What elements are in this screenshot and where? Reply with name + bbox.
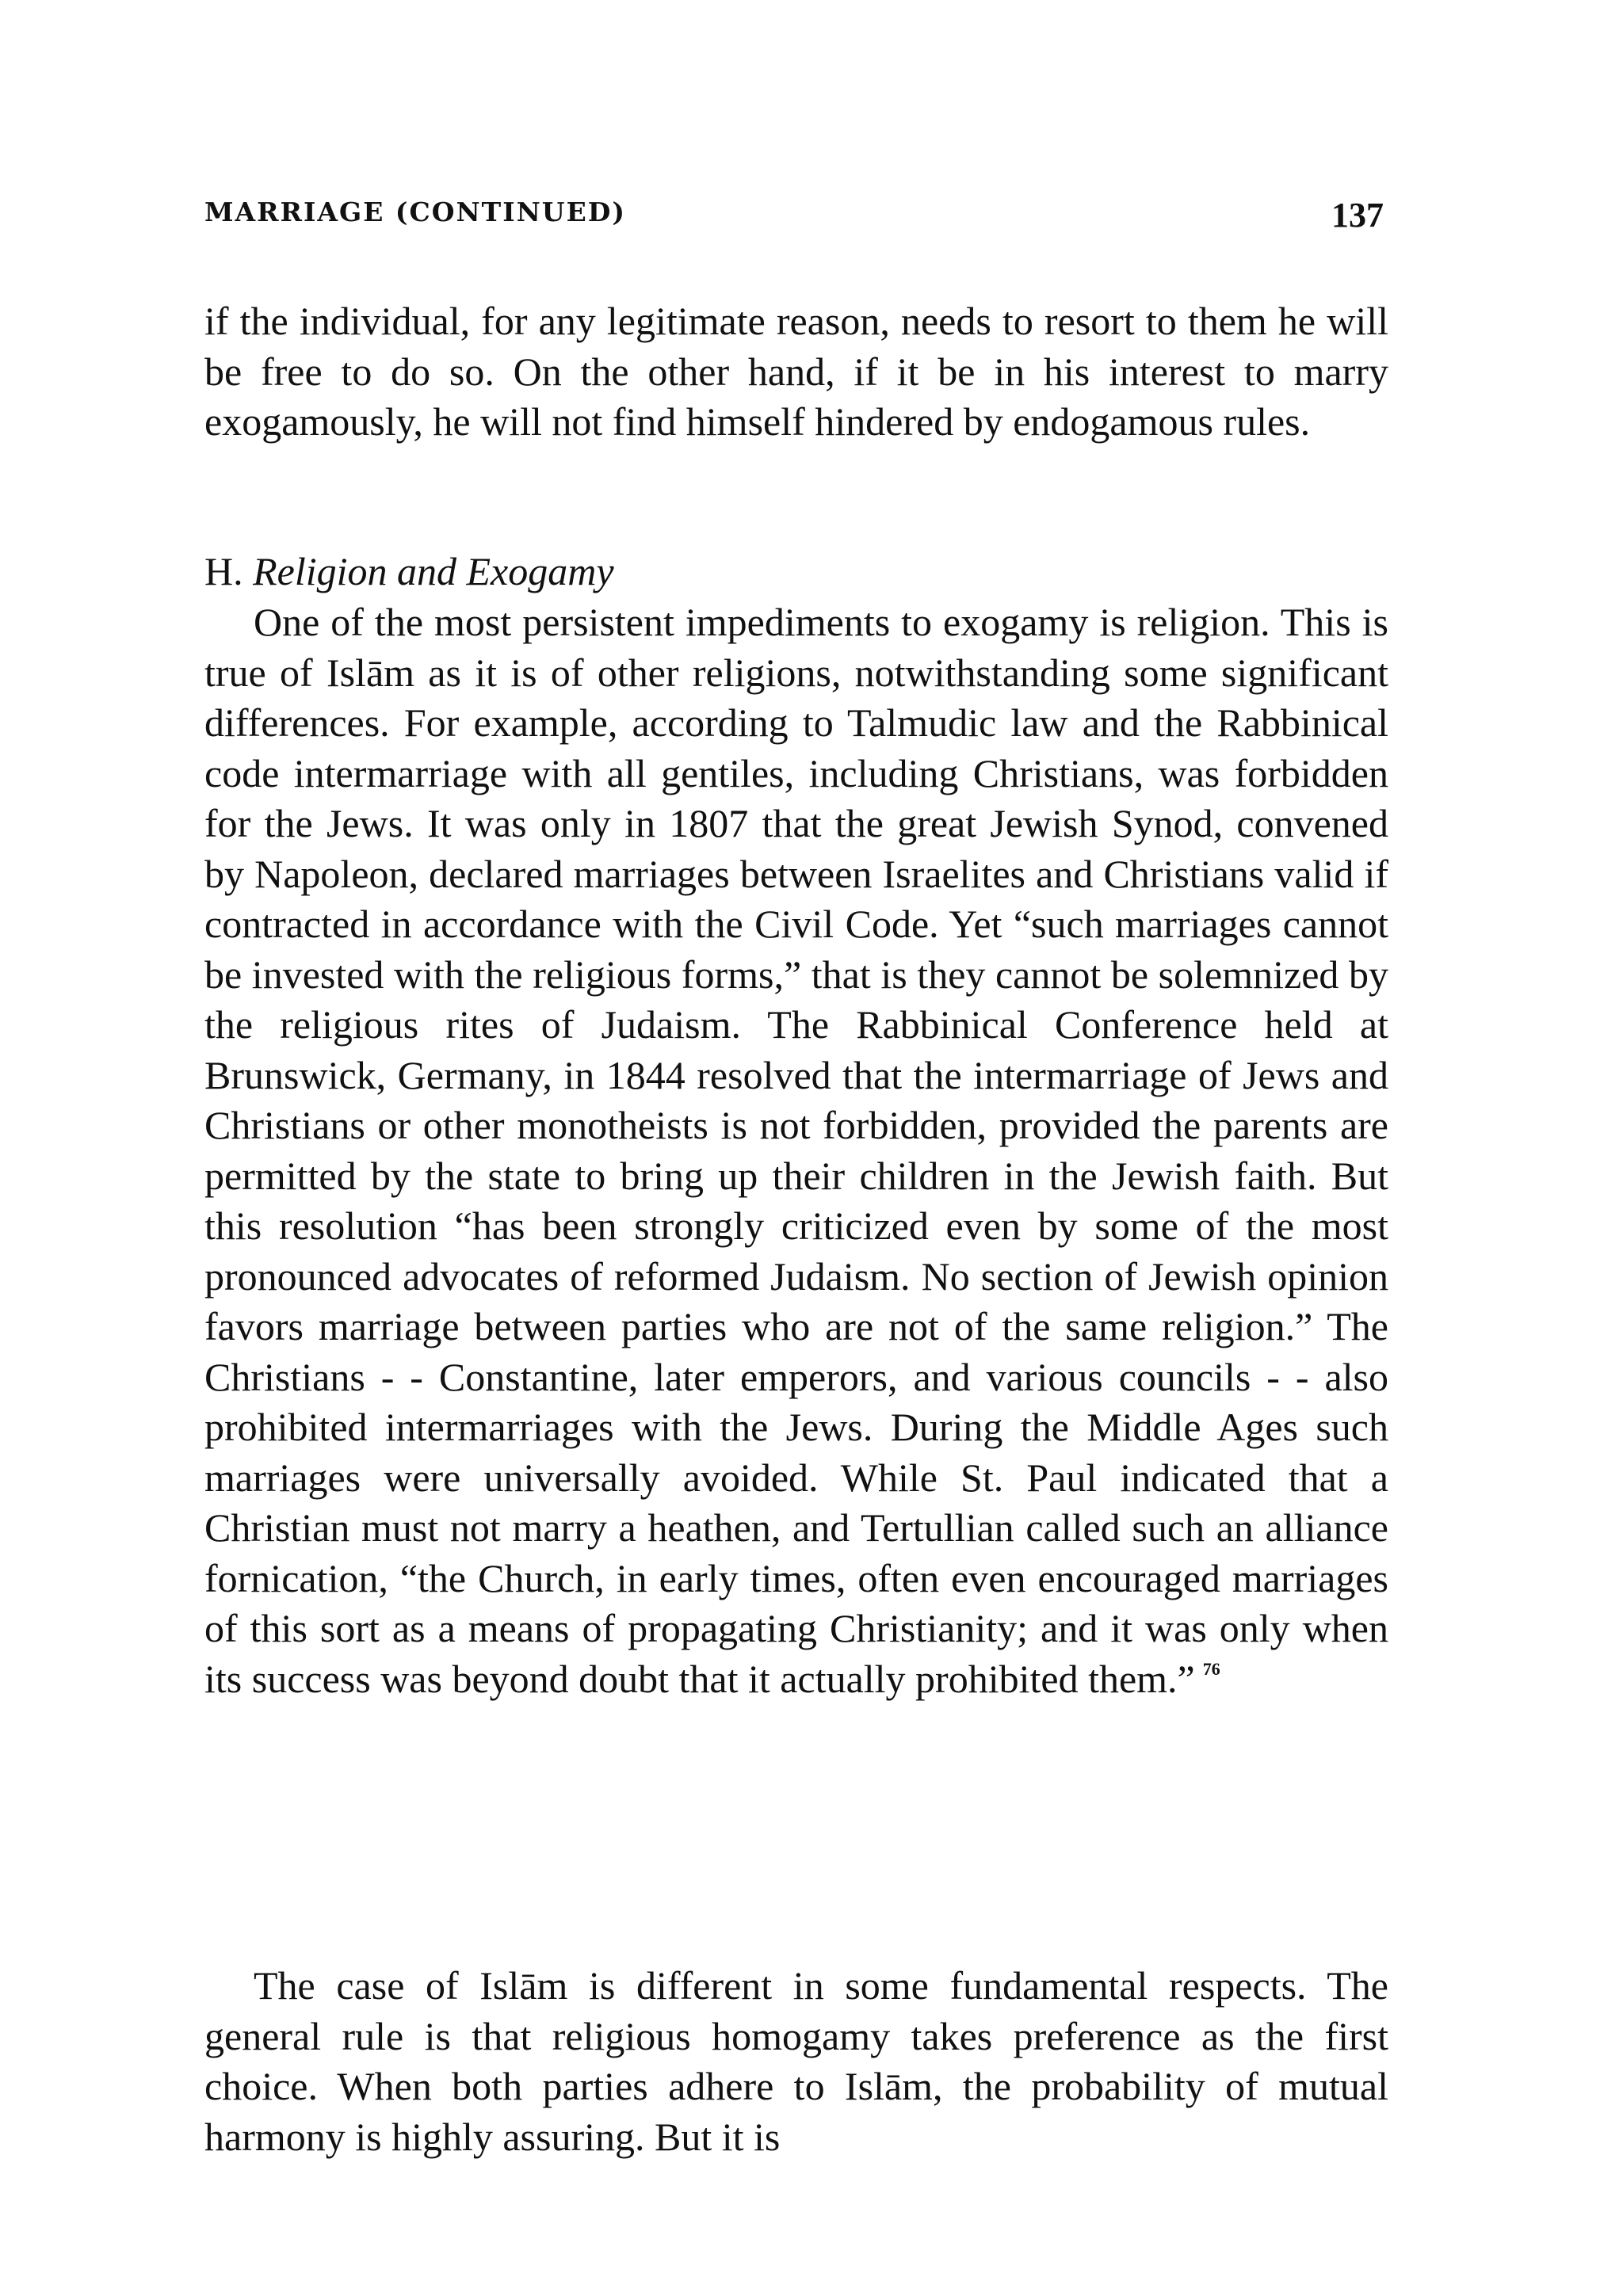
paragraph-case-of-islam [204,1961,1388,2162]
section-letter: H. [204,549,243,593]
paragraph-text: if the individual, for any legitimate reason, needs to resort to them he will be free to do so. On the other hand, if it be in his interest to marry exogamously, he will not find himself hindered by endogamous rules. [204,299,1388,444]
section-title: Religion and Exogamy [253,549,614,593]
paragraph-religion-exogamy [204,597,1388,1704]
running-title: MARRIAGE (CONTINUED) [204,196,626,227]
running-head [204,196,1388,244]
page-number: 137 [1331,196,1384,235]
paragraph-body [204,597,1388,1704]
paragraph-continuation [204,296,1388,448]
paragraph-text: The case of Islām is different in some fundamental respects. The general rule is that religious homogamy takes preference as the first choice. When both parties adhere to Islām, the probability of mutual harmony is highly assuring. But it is [204,1963,1388,2159]
section-heading [204,547,614,597]
paragraph-text: One of the most persistent impediments to exogamy is religion. This is true of Islām as it is of other religions, notwithstanding some significant differences. For example, according to Talmudic law and the Rabbinical code intermarriage with all gentiles, including Christians, was forbidden for the Jews. It was only in 1807 that the great Jewish Synod, convened by Napoleon, declared marriages between Israelites and Christians valid if contracted in accordance with the Civil Code. Yet “such marriages cannot be invested with the religious forms,” that is they cannot be solemnized by the religious rites of Judaism. The Rabbinical Conference held at Brunswick, Germany, in 1844 resolved that the intermarriage of Jews and Christians or other monotheists is not forbidden, provided the parents are permitted by the state to bring up their children in the Jewish faith. But this resolution “has been strongly criticized even by some of the most pronounced advocates of reformed Judaism. No section of Jewish opinion favors marriage between parties who are not of the same religion.” The Christians - - Constantine, later emperors, and various councils - - also prohibited intermarriages with the Jews. During the Middle Ages such marriages were universally avoided. While St. Paul indicated that a Christian must not marry a heathen, and Tertullian called such an alliance fornication, “the Church, in early times, often even encouraged marriages of this sort as a means of propagating Christianity; and it was only when its success was beyond doubt that it actually prohibited them.” [204,600,1388,1701]
footnote-reference: 76 [1202,1658,1220,1679]
